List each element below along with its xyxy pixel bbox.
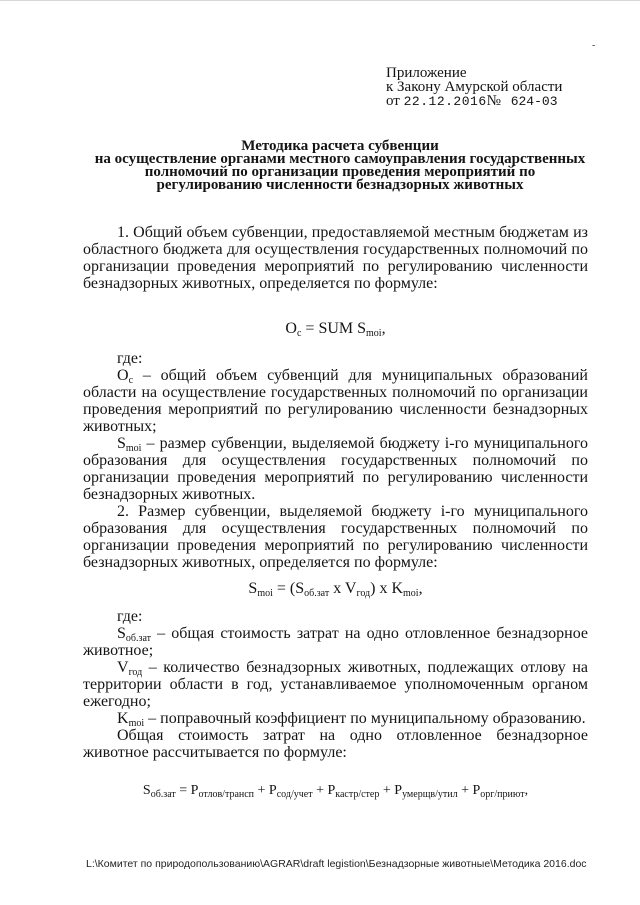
- date-prefix: от: [386, 93, 400, 109]
- formula-3: $S_{об.зат} = P_{отлов/трансп} + P_{сод/учет} + P_{кастр/стер} + P_{умерщв/утил} + P_{орг/приют}$,: [142, 783, 529, 800]
- definitions-1: [83, 350, 588, 571]
- title-line-1: Методика расчета субвенции: [241, 138, 439, 154]
- where-label-1: где:: [117, 350, 143, 367]
- definition-smoi: $S_{moi}$ – размер субвенции, выделяемой бюджету i-го муниципального образования для осуществления государственных полномочий по организации проведения мероприятий по регулированию численности безнадзорных животных.: [83, 435, 588, 503]
- appendix-date-line: [386, 94, 562, 109]
- title-line-4: регулированию численности безнадзорных животных: [156, 177, 524, 193]
- law-date: 22.12.2016: [403, 94, 487, 109]
- scan-mark: -: [592, 40, 596, 51]
- formula-2: $S_{moi} = (S_{об.зат}$ x $V_{год}$) x $K_{moi}$,: [248, 580, 423, 599]
- title-line-3: полномочий по организации проведения мероприятий по: [144, 164, 536, 180]
- paragraph-3: Общая стоимость затрат на одно отловленное безнадзорное животное рассчитывается по формуле:: [83, 727, 588, 761]
- formula-1: $O_c$ = SUM $S_{moi}$,: [285, 320, 386, 339]
- law-number: 624-03: [510, 94, 558, 109]
- definition-kmoi: $K_{moi}$ – поправочный коэффициент по муниципальному образованию.: [117, 710, 586, 729]
- document-title: [70, 140, 610, 192]
- appendix-header: [386, 66, 562, 109]
- scan-edge-line: [0, 0, 640, 1]
- appendix-law: к Закону Амурской области: [386, 79, 563, 95]
- paragraph-1: 1. Общий объем субвенции, предоставляемой местным бюджетам из областного бюджета для осуществления государственных полномочий по организации проведения мероприятий по регулированию численности безнадзорных животных, определяется по формуле:: [83, 224, 588, 292]
- section-1: [83, 224, 588, 292]
- number-sign: №: [486, 93, 501, 109]
- appendix-label: Приложение: [386, 65, 467, 81]
- where-label-2: где:: [117, 608, 143, 625]
- title-line-2: на осуществление органами местного самоуправления государственных: [94, 151, 586, 167]
- definition-vgod: $V_{год}$ – количество безнадзорных животных, подлежащих отлову на территории области в год, устанавливаемое уполномоченным органом ежегодно;: [83, 659, 588, 710]
- definition-oc: $O_c$ – общий объем субвенций для муниципальных образований области на осуществление государственных полномочий по организации проведения мероприятий по регулированию численности безнадзорных животных;: [83, 367, 588, 435]
- paragraph-2: 2. Размер субвенции, выделяемой бюджету i-го муниципального образования для осуществления государственных полномочий по организации проведения мероприятий по регулированию численности безнадзорных животных, определяется по формуле:: [83, 503, 588, 571]
- file-path-footer: L:\Комитет по природопользованию\AGRAR\draft legistion\Безнадзорные животные\Методика 2016.doc: [86, 858, 587, 870]
- definition-sob: $S_{об.зат}$ – общая стоимость затрат на одно отловленное безнадзорное животное;: [83, 625, 588, 659]
- definitions-2: [83, 608, 588, 761]
